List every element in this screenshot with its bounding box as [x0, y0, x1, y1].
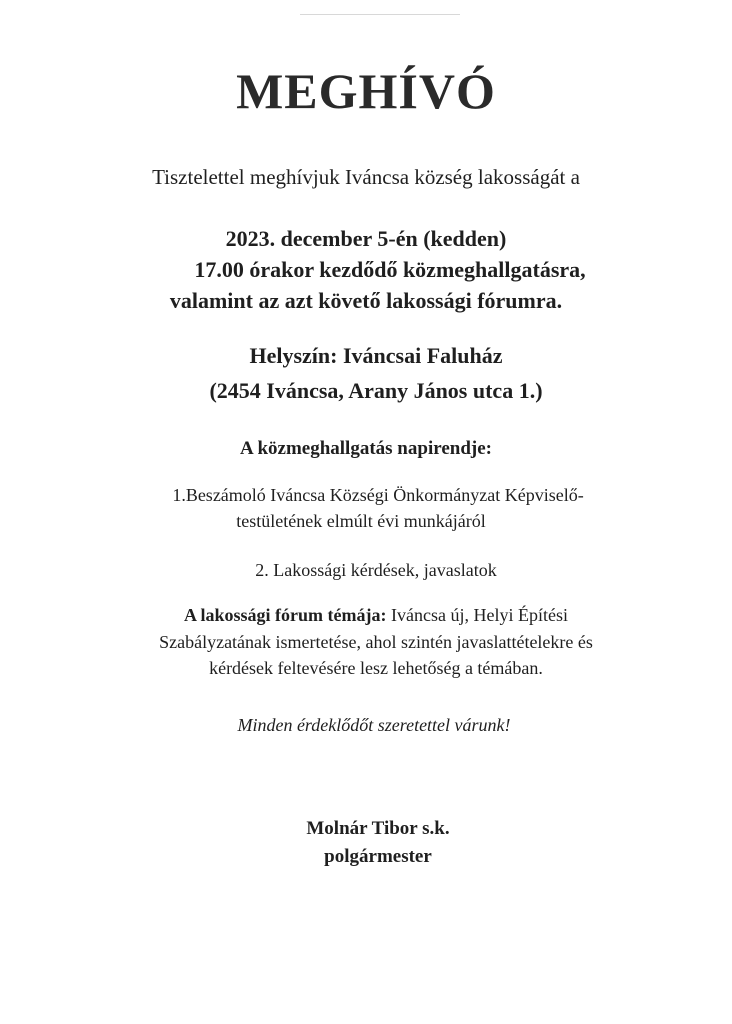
event-date: 2023. december 5-én (kedden) [225, 226, 507, 251]
agenda-heading: A közmeghallgatás napirendje: [240, 438, 492, 459]
agenda-item-2: 2. Lakossági kérdések, javaslatok [255, 560, 497, 580]
event-time: 17.00 órakor kezdődő közmeghallgatásra, [194, 257, 586, 282]
forum-topic-line-3: kérdések feltevésére lesz lehetőség a témában. [209, 658, 543, 678]
closing-greeting: Minden érdeklődőt szeretettel várunk! [237, 715, 511, 735]
document-title: MEGHÍVÓ [236, 63, 496, 119]
agenda-item-1-line-2: testületének elmúlt évi munkájáról [236, 511, 486, 531]
agenda-item-1-line-1: 1.Beszámoló Iváncsa Községi Önkormányzat Képviselő- [172, 485, 584, 505]
forum-topic-text: Iváncsa új, Helyi Építési [386, 605, 568, 625]
event-forum: valamint az azt követő lakossági fórumra. [169, 288, 563, 313]
forum-topic-line-1 [10, 605, 732, 626]
intro-text: Tisztelettel meghívjuk Iváncsa község lakosságát a [152, 165, 580, 189]
signature-name: Molnár Tibor s.k. [306, 818, 450, 839]
signature-role: polgármester [324, 846, 432, 867]
forum-topic-label: A lakossági fórum témája: [184, 605, 387, 625]
scan-artifact [300, 14, 460, 15]
location-address: (2454 Iváncsa, Arany János utca 1.) [209, 378, 543, 403]
location-venue: Helyszín: Iváncsai Faluház [249, 343, 503, 368]
forum-topic-line-2: Szabályzatának ismertetése, ahol szintén javaslattételekre és [159, 632, 593, 652]
